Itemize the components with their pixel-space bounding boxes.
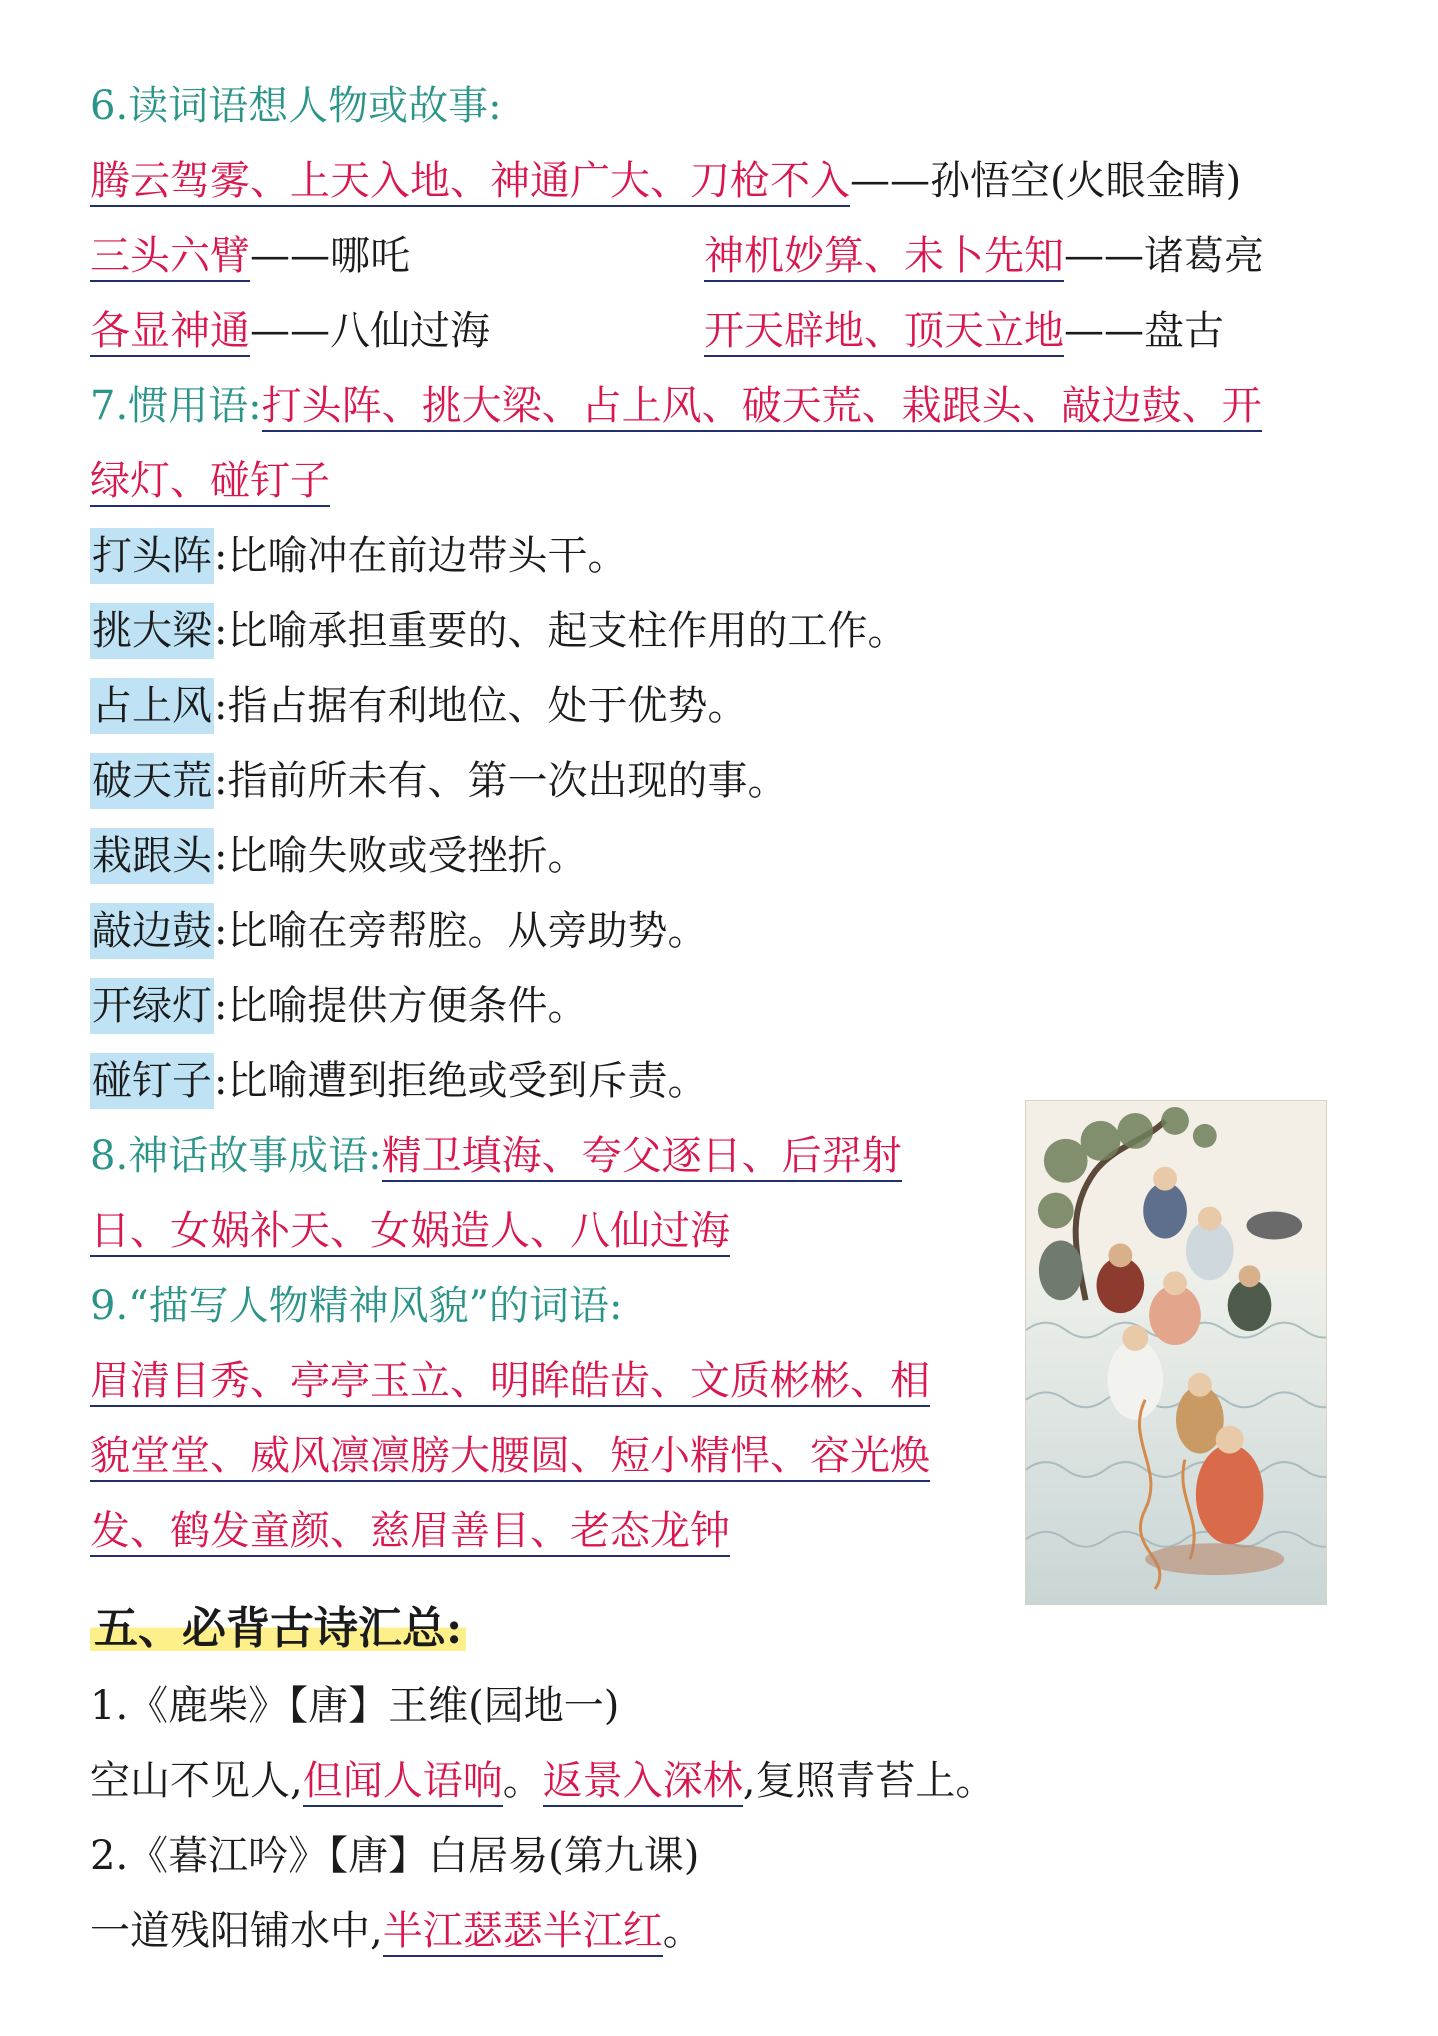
poem-section-title: [90, 1600, 466, 1658]
term-highlight: 开绿灯: [90, 978, 214, 1034]
idiom-list: 貌堂堂、威风凛凛膀大腰圆、短小精悍、容光焕: [90, 1433, 930, 1482]
definition-row: 打头阵:比喻冲在前边带头干。: [90, 528, 627, 584]
definition-text: 指前所未有、第一次出现的事。: [227, 758, 788, 804]
definition-text: 比喻冲在前边带头干。: [227, 533, 628, 579]
dash: ——: [250, 233, 330, 279]
definition-row: 栽跟头:比喻失败或受挫折。: [90, 828, 587, 884]
definition-text: 比喻在旁帮腔。从旁助势。: [227, 908, 708, 954]
idiom-words: 三头六臂: [90, 233, 250, 282]
term-highlight: 栽跟头: [90, 828, 214, 884]
idiom-answer: 哪吒: [330, 233, 410, 279]
definition-row: 碰钉子:比喻遭到拒绝或受到斥责。: [90, 1053, 707, 1109]
section-9-line-1: [90, 1353, 930, 1409]
definition-row: 占上风:指占据有利地位、处于优势。: [90, 678, 747, 734]
poem-1-verse: 空山不见人,但闻人语响。返景入深林,复照青苔上。: [90, 1753, 995, 1809]
idiom-answer: 孙悟空(火眼金睛): [930, 158, 1242, 204]
dash: ——: [1064, 233, 1144, 279]
verse-key-line: 返景入深林: [543, 1758, 743, 1807]
term-highlight: 敲边鼓: [90, 903, 214, 959]
section-7-line-1: [90, 378, 1262, 434]
idiom-list: 绿灯、碰钉子: [90, 458, 330, 507]
verse-key-line: 但闻人语响: [303, 1758, 503, 1807]
definition-row: 挑大梁:比喻承担重要的、起支柱作用的工作。: [90, 603, 907, 659]
eight-immortals-painting: [1025, 1100, 1327, 1605]
term-highlight: 挑大梁: [90, 603, 214, 659]
idiom-list: 眉清目秀、亭亭玉立、明眸皓齿、文质彬彬、相: [90, 1358, 930, 1407]
definition-text: 比喻失败或受挫折。: [227, 833, 588, 879]
section-9-line-3: [90, 1503, 730, 1559]
term-highlight: 打头阵: [90, 528, 214, 584]
definition-text: 比喻承担重要的、起支柱作用的工作。: [227, 608, 908, 654]
poem-1-header: 1.《鹿柴》【唐】王维(园地一): [90, 1683, 620, 1729]
poem-2-verse: 一道残阳铺水中,半江瑟瑟半江红。: [90, 1903, 703, 1959]
term-highlight: 占上风: [90, 678, 214, 734]
idiom-words: 开天辟地、顶天立地: [704, 308, 1064, 357]
idiom-list: 精卫填海、夸父逐日、后羿射: [382, 1133, 902, 1182]
verse-key-line: 半江瑟瑟半江红: [383, 1908, 663, 1957]
idiom-row-2a: [90, 228, 410, 284]
definition-text: 指占据有利地位、处于优势。: [227, 683, 748, 729]
dash: ——: [1064, 308, 1144, 354]
section-8-line-2: [90, 1203, 730, 1259]
section-9-line-2: [90, 1428, 930, 1484]
term-highlight: 破天荒: [90, 753, 214, 809]
title-highlight: 五、必背古诗汇总:: [90, 1603, 466, 1654]
definition-row: 开绿灯:比喻提供方便条件。: [90, 978, 587, 1034]
section-6-heading: 6.读词语想人物或故事:: [90, 83, 502, 129]
term-highlight: 碰钉子: [90, 1053, 214, 1109]
section-7-label: 7.惯用语:: [90, 383, 262, 429]
idiom-words: 各显神通: [90, 308, 250, 357]
section-8-label: 8.神话故事成语:: [90, 1133, 382, 1179]
idiom-list: 发、鹤发童颜、慈眉善目、老态龙钟: [90, 1508, 730, 1557]
definition-row: 敲边鼓:比喻在旁帮腔。从旁助势。: [90, 903, 707, 959]
section-7-line-2: [90, 453, 330, 509]
idiom-row-3a: [90, 303, 490, 359]
idiom-answer: 盘古: [1144, 308, 1224, 354]
dash: ——: [250, 308, 330, 354]
dash: ——: [850, 158, 930, 204]
section-8-line-1: [90, 1128, 902, 1184]
definition-text: 比喻遭到拒绝或受到斥责。: [227, 1058, 708, 1104]
idiom-row-2b: [704, 228, 1264, 284]
idiom-answer: 诸葛亮: [1144, 233, 1264, 279]
poem-2-header: 2.《暮江吟》【唐】白居易(第九课): [90, 1833, 700, 1879]
idiom-list: 日、女娲补天、女娲造人、八仙过海: [90, 1208, 730, 1257]
idiom-row-3b: [704, 303, 1224, 359]
idiom-words: 神机妙算、未卜先知: [704, 233, 1064, 282]
definition-text: 比喻提供方便条件。: [227, 983, 588, 1029]
idiom-row-1: [90, 153, 1241, 209]
idiom-list: 打头阵、挑大梁、占上风、破天荒、栽跟头、敲边鼓、开: [262, 383, 1262, 432]
section-9-heading: 9.“描写人物精神风貌”的词语:: [90, 1283, 623, 1329]
definition-row: 破天荒:指前所未有、第一次出现的事。: [90, 753, 787, 809]
idiom-words: 腾云驾雾、上天入地、神通广大、刀枪不入: [90, 158, 850, 207]
idiom-answer: 八仙过海: [330, 308, 490, 354]
